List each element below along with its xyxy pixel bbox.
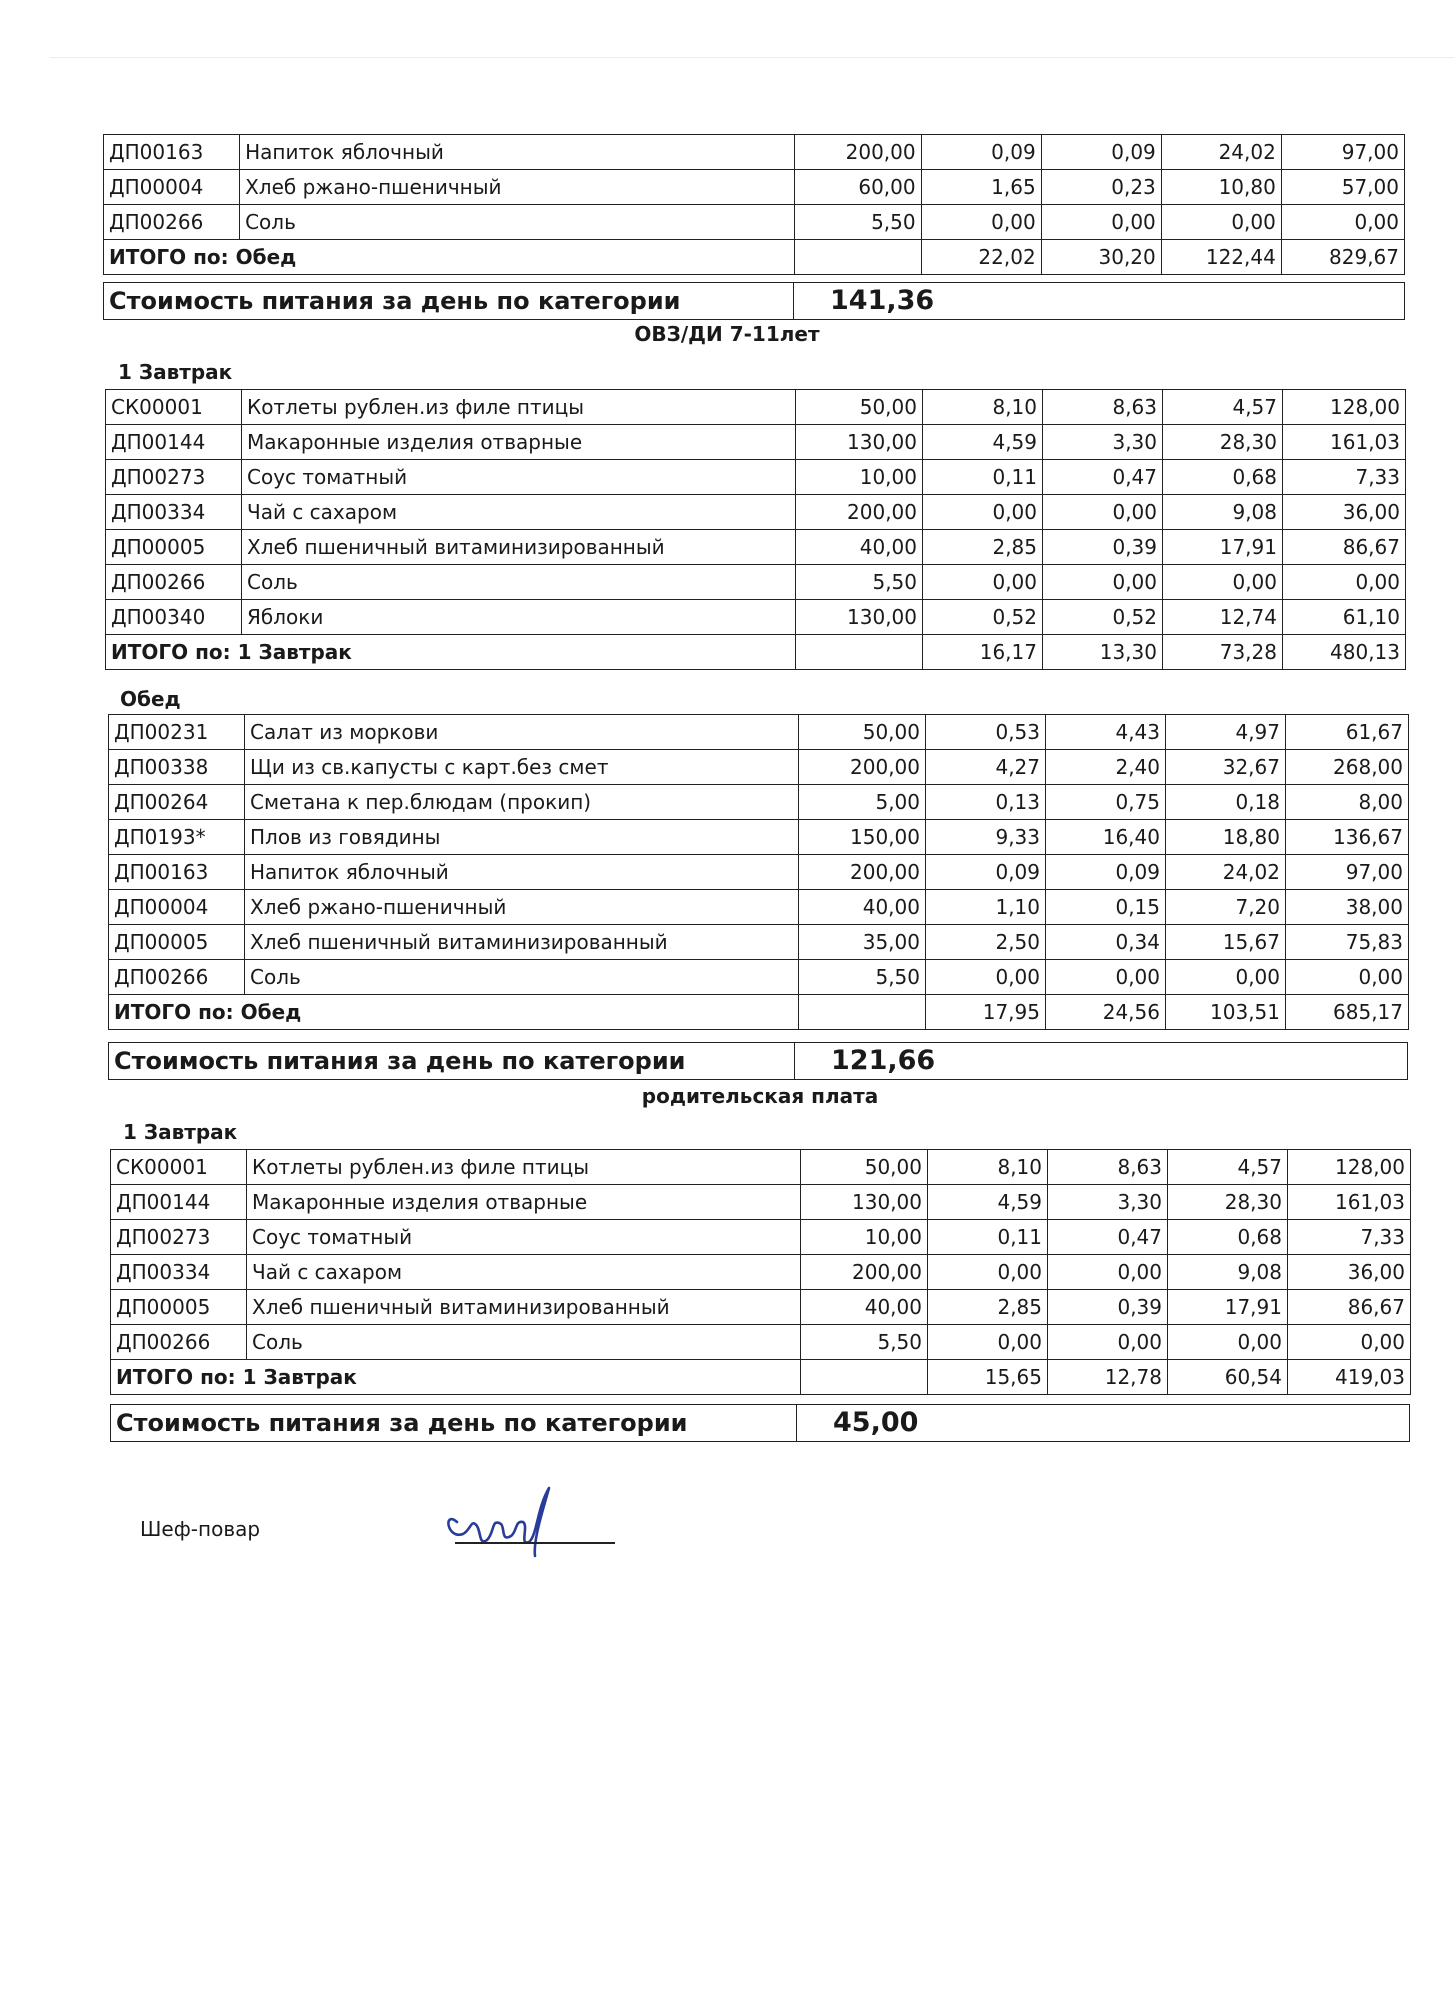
cell-name: Чай с сахаром xyxy=(242,495,796,530)
cell-weight: 130,00 xyxy=(796,600,923,635)
cell-code: ДП00264 xyxy=(109,785,245,820)
cell-p: 1,10 xyxy=(926,890,1046,925)
cell-name: Соль xyxy=(247,1325,801,1360)
table-row xyxy=(111,1185,1411,1220)
cell-f: 0,39 xyxy=(1048,1290,1168,1325)
table-row xyxy=(111,1255,1411,1290)
total-label: ИТОГО по: Обед xyxy=(109,995,799,1030)
total-f: 12,78 xyxy=(1048,1360,1168,1395)
total-weight-empty xyxy=(799,995,926,1030)
chef-label: Шеф-повар xyxy=(140,1517,261,1541)
cell-p: 0,00 xyxy=(923,565,1043,600)
cell-kcal: 97,00 xyxy=(1286,855,1409,890)
table-row xyxy=(106,565,1406,600)
cell-c: 9,08 xyxy=(1163,495,1283,530)
total-label: ИТОГО по: Обед xyxy=(104,240,795,275)
cell-p: 0,09 xyxy=(926,855,1046,890)
cell-kcal: 86,67 xyxy=(1283,530,1406,565)
cell-name: Макаронные изделия отварные xyxy=(242,425,796,460)
cell-kcal: 7,33 xyxy=(1288,1220,1411,1255)
cell-p: 0,00 xyxy=(926,960,1046,995)
cell-code: СК00001 xyxy=(111,1150,247,1185)
menu-table-lunch xyxy=(108,714,1409,1030)
table-row xyxy=(109,715,1409,750)
cell-weight: 5,00 xyxy=(799,785,926,820)
cell-kcal: 128,00 xyxy=(1288,1150,1411,1185)
total-row xyxy=(111,1360,1411,1395)
table-row xyxy=(106,530,1406,565)
cell-f: 0,52 xyxy=(1043,600,1163,635)
cell-f: 2,40 xyxy=(1046,750,1166,785)
cell-f: 0,47 xyxy=(1048,1220,1168,1255)
cell-name: Хлеб пшеничный витаминизированный xyxy=(245,925,799,960)
cell-f: 0,47 xyxy=(1043,460,1163,495)
total-p: 17,95 xyxy=(926,995,1046,1030)
cell-c: 15,67 xyxy=(1166,925,1286,960)
cell-weight: 40,00 xyxy=(796,530,923,565)
table-row xyxy=(109,890,1409,925)
cell-kcal: 128,00 xyxy=(1283,390,1406,425)
cell-p: 2,50 xyxy=(926,925,1046,960)
cell-weight: 50,00 xyxy=(799,715,926,750)
cell-kcal: 0,00 xyxy=(1283,565,1406,600)
cell-f: 0,00 xyxy=(1043,565,1163,600)
cell-weight: 200,00 xyxy=(794,135,921,170)
cell-f: 0,00 xyxy=(1041,205,1161,240)
cell-code: ДП00338 xyxy=(109,750,245,785)
cell-code: ДП00266 xyxy=(109,960,245,995)
table-row xyxy=(109,855,1409,890)
cost-row xyxy=(103,282,1405,320)
cell-p: 8,10 xyxy=(928,1150,1048,1185)
cell-kcal: 36,00 xyxy=(1288,1255,1411,1290)
cell-code: ДП00266 xyxy=(104,205,240,240)
cell-c: 0,68 xyxy=(1163,460,1283,495)
cell-f: 8,63 xyxy=(1043,390,1163,425)
cell-f: 16,40 xyxy=(1046,820,1166,855)
table-row xyxy=(109,925,1409,960)
cell-name: Соус томатный xyxy=(242,460,796,495)
cell-code: ДП00273 xyxy=(106,460,242,495)
total-f: 30,20 xyxy=(1041,240,1161,275)
total-c: 122,44 xyxy=(1161,240,1281,275)
cell-c: 0,00 xyxy=(1168,1325,1288,1360)
cell-c: 0,00 xyxy=(1161,205,1281,240)
total-weight-empty xyxy=(801,1360,928,1395)
cell-kcal: 38,00 xyxy=(1286,890,1409,925)
cell-code: ДП00004 xyxy=(104,170,240,205)
cell-p: 2,85 xyxy=(928,1290,1048,1325)
cell-name: Напиток яблочный xyxy=(240,135,794,170)
cell-weight: 200,00 xyxy=(799,855,926,890)
total-row xyxy=(109,995,1409,1030)
cost-label: Стоимость питания за день по категории xyxy=(109,1043,795,1080)
cell-name: Соус томатный xyxy=(247,1220,801,1255)
table-row xyxy=(111,1150,1411,1185)
cell-name: Соль xyxy=(245,960,799,995)
cell-name: Щи из св.капусты с карт.без смет xyxy=(245,750,799,785)
cell-code: ДП00334 xyxy=(106,495,242,530)
cost-label: Стоимость питания за день по категории xyxy=(111,1405,797,1442)
cell-f: 0,09 xyxy=(1046,855,1166,890)
cell-p: 0,09 xyxy=(921,135,1041,170)
total-label: ИТОГО по: 1 Завтрак xyxy=(106,635,796,670)
cost-value: 121,66 xyxy=(795,1043,1408,1080)
cell-code: ДП00144 xyxy=(106,425,242,460)
cell-code: ДП00266 xyxy=(111,1325,247,1360)
cell-kcal: 61,10 xyxy=(1283,600,1406,635)
total-p: 15,65 xyxy=(928,1360,1048,1395)
cell-p: 0,13 xyxy=(926,785,1046,820)
cell-code: ДП00266 xyxy=(106,565,242,600)
table-row xyxy=(106,600,1406,635)
cell-f: 4,43 xyxy=(1046,715,1166,750)
total-p: 16,17 xyxy=(923,635,1043,670)
cell-p: 0,11 xyxy=(923,460,1043,495)
cost-label: Стоимость питания за день по категории xyxy=(104,283,794,320)
cost-row xyxy=(108,1042,1408,1080)
total-kcal: 829,67 xyxy=(1281,240,1404,275)
cell-p: 4,59 xyxy=(923,425,1043,460)
total-kcal: 419,03 xyxy=(1288,1360,1411,1395)
cell-c: 4,57 xyxy=(1163,390,1283,425)
cell-name: Хлеб ржано-пшеничный xyxy=(245,890,799,925)
cell-p: 0,00 xyxy=(923,495,1043,530)
table-row xyxy=(109,960,1409,995)
cell-f: 0,00 xyxy=(1048,1255,1168,1290)
cell-name: Котлеты рублен.из филе птицы xyxy=(247,1150,801,1185)
cell-name: Чай с сахаром xyxy=(247,1255,801,1290)
cell-f: 3,30 xyxy=(1048,1185,1168,1220)
cell-f: 0,39 xyxy=(1043,530,1163,565)
table-row xyxy=(106,425,1406,460)
cell-c: 12,74 xyxy=(1163,600,1283,635)
cell-code: ДП00273 xyxy=(111,1220,247,1255)
menu-table-breakfast xyxy=(105,389,1406,670)
cell-p: 1,65 xyxy=(921,170,1041,205)
cell-name: Котлеты рублен.из филе птицы xyxy=(242,390,796,425)
cell-name: Хлеб пшеничный витаминизированный xyxy=(247,1290,801,1325)
cost-value: 45,00 xyxy=(797,1405,1410,1442)
cell-weight: 60,00 xyxy=(794,170,921,205)
cell-p: 0,11 xyxy=(928,1220,1048,1255)
cell-c: 7,20 xyxy=(1166,890,1286,925)
cell-c: 24,02 xyxy=(1166,855,1286,890)
cell-c: 0,00 xyxy=(1166,960,1286,995)
table-row xyxy=(106,460,1406,495)
cell-weight: 5,50 xyxy=(796,565,923,600)
total-f: 13,30 xyxy=(1043,635,1163,670)
total-kcal: 480,13 xyxy=(1283,635,1406,670)
cell-weight: 130,00 xyxy=(801,1185,928,1220)
cell-weight: 50,00 xyxy=(801,1150,928,1185)
cell-weight: 130,00 xyxy=(796,425,923,460)
cell-f: 0,15 xyxy=(1046,890,1166,925)
cell-weight: 5,50 xyxy=(799,960,926,995)
category-heading: ОВЗ/ДИ 7-11лет xyxy=(634,322,820,346)
cost-row xyxy=(110,1404,1410,1442)
cell-weight: 5,50 xyxy=(794,205,921,240)
total-weight-empty xyxy=(796,635,923,670)
cell-kcal: 136,67 xyxy=(1286,820,1409,855)
cell-weight: 35,00 xyxy=(799,925,926,960)
cell-code: ДП00005 xyxy=(109,925,245,960)
total-weight-empty xyxy=(794,240,921,275)
cell-f: 0,34 xyxy=(1046,925,1166,960)
cell-kcal: 75,83 xyxy=(1286,925,1409,960)
table-row xyxy=(109,820,1409,855)
table-row xyxy=(104,135,1405,170)
cell-kcal: 0,00 xyxy=(1288,1325,1411,1360)
table-row xyxy=(109,785,1409,820)
table-row xyxy=(111,1220,1411,1255)
cell-f: 0,09 xyxy=(1041,135,1161,170)
cell-weight: 10,00 xyxy=(801,1220,928,1255)
cell-weight: 5,50 xyxy=(801,1325,928,1360)
cell-code: СК00001 xyxy=(106,390,242,425)
cell-c: 0,18 xyxy=(1166,785,1286,820)
cell-name: Макаронные изделия отварные xyxy=(247,1185,801,1220)
cell-code: ДП00340 xyxy=(106,600,242,635)
table-row xyxy=(104,170,1405,205)
cell-kcal: 268,00 xyxy=(1286,750,1409,785)
total-c: 73,28 xyxy=(1163,635,1283,670)
cell-p: 0,00 xyxy=(928,1255,1048,1290)
cell-p: 8,10 xyxy=(923,390,1043,425)
chef-signature xyxy=(425,1470,625,1560)
category-heading: родительская плата xyxy=(641,1084,879,1108)
cell-f: 8,63 xyxy=(1048,1150,1168,1185)
cell-name: Напиток яблочный xyxy=(245,855,799,890)
table-row xyxy=(109,750,1409,785)
cell-c: 9,08 xyxy=(1168,1255,1288,1290)
cell-name: Соль xyxy=(242,565,796,600)
table-row xyxy=(106,390,1406,425)
total-row xyxy=(106,635,1406,670)
cell-kcal: 0,00 xyxy=(1281,205,1404,240)
cell-kcal: 97,00 xyxy=(1281,135,1404,170)
meal-heading: Обед xyxy=(120,687,181,711)
table-row xyxy=(104,205,1405,240)
cell-weight: 150,00 xyxy=(799,820,926,855)
cell-code: ДП00004 xyxy=(109,890,245,925)
cost-value: 141,36 xyxy=(794,283,1405,320)
cell-code: ДП00005 xyxy=(106,530,242,565)
cell-f: 0,00 xyxy=(1043,495,1163,530)
cell-kcal: 7,33 xyxy=(1283,460,1406,495)
signature-line xyxy=(455,1542,615,1544)
cell-kcal: 57,00 xyxy=(1281,170,1404,205)
cell-name: Хлеб ржано-пшеничный xyxy=(240,170,794,205)
total-label: ИТОГО по: 1 Завтрак xyxy=(111,1360,801,1395)
total-p: 22,02 xyxy=(921,240,1041,275)
cell-name: Яблоки xyxy=(242,600,796,635)
cell-code: ДП00163 xyxy=(109,855,245,890)
cell-kcal: 161,03 xyxy=(1283,425,1406,460)
cell-kcal: 61,67 xyxy=(1286,715,1409,750)
cell-name: Хлеб пшеничный витаминизированный xyxy=(242,530,796,565)
menu-table-lunch-continued xyxy=(103,134,1405,275)
cell-p: 0,00 xyxy=(921,205,1041,240)
cell-kcal: 86,67 xyxy=(1288,1290,1411,1325)
total-c: 60,54 xyxy=(1168,1360,1288,1395)
cell-code: ДП00163 xyxy=(104,135,240,170)
total-row xyxy=(104,240,1405,275)
cell-code: ДП00005 xyxy=(111,1290,247,1325)
cell-f: 0,23 xyxy=(1041,170,1161,205)
cell-p: 0,52 xyxy=(923,600,1043,635)
cell-weight: 40,00 xyxy=(801,1290,928,1325)
cell-c: 4,57 xyxy=(1168,1150,1288,1185)
menu-table-breakfast-parental xyxy=(110,1149,1411,1395)
cell-p: 4,27 xyxy=(926,750,1046,785)
cell-c: 17,91 xyxy=(1168,1290,1288,1325)
cell-name: Соль xyxy=(240,205,794,240)
meal-heading: 1 Завтрак xyxy=(123,1120,238,1144)
cell-weight: 200,00 xyxy=(801,1255,928,1290)
cell-weight: 200,00 xyxy=(799,750,926,785)
cell-name: Салат из моркови xyxy=(245,715,799,750)
cell-kcal: 161,03 xyxy=(1288,1185,1411,1220)
cell-weight: 40,00 xyxy=(799,890,926,925)
cell-c: 10,80 xyxy=(1161,170,1281,205)
total-c: 103,51 xyxy=(1166,995,1286,1030)
cell-f: 0,00 xyxy=(1048,1325,1168,1360)
cell-p: 4,59 xyxy=(928,1185,1048,1220)
cell-c: 4,97 xyxy=(1166,715,1286,750)
cell-f: 0,00 xyxy=(1046,960,1166,995)
cell-p: 2,85 xyxy=(923,530,1043,565)
cell-kcal: 36,00 xyxy=(1283,495,1406,530)
cell-c: 0,00 xyxy=(1163,565,1283,600)
cell-c: 24,02 xyxy=(1161,135,1281,170)
cell-code: ДП0193* xyxy=(109,820,245,855)
cell-weight: 200,00 xyxy=(796,495,923,530)
page-edge xyxy=(50,57,1454,58)
cell-p: 0,00 xyxy=(928,1325,1048,1360)
table-row xyxy=(111,1325,1411,1360)
cell-kcal: 8,00 xyxy=(1286,785,1409,820)
table-row xyxy=(111,1290,1411,1325)
cell-c: 18,80 xyxy=(1166,820,1286,855)
cell-c: 28,30 xyxy=(1163,425,1283,460)
cell-weight: 50,00 xyxy=(796,390,923,425)
cell-c: 17,91 xyxy=(1163,530,1283,565)
cell-kcal: 0,00 xyxy=(1286,960,1409,995)
total-f: 24,56 xyxy=(1046,995,1166,1030)
cell-c: 32,67 xyxy=(1166,750,1286,785)
cell-p: 0,53 xyxy=(926,715,1046,750)
cell-name: Сметана к пер.блюдам (прокип) xyxy=(245,785,799,820)
cell-code: ДП00334 xyxy=(111,1255,247,1290)
cell-c: 28,30 xyxy=(1168,1185,1288,1220)
table-row xyxy=(106,495,1406,530)
total-kcal: 685,17 xyxy=(1286,995,1409,1030)
cell-weight: 10,00 xyxy=(796,460,923,495)
cell-c: 0,68 xyxy=(1168,1220,1288,1255)
cell-f: 0,75 xyxy=(1046,785,1166,820)
cell-f: 3,30 xyxy=(1043,425,1163,460)
cell-name: Плов из говядины xyxy=(245,820,799,855)
meal-heading: 1 Завтрак xyxy=(118,360,233,384)
cell-code: ДП00144 xyxy=(111,1185,247,1220)
cell-code: ДП00231 xyxy=(109,715,245,750)
cell-p: 9,33 xyxy=(926,820,1046,855)
